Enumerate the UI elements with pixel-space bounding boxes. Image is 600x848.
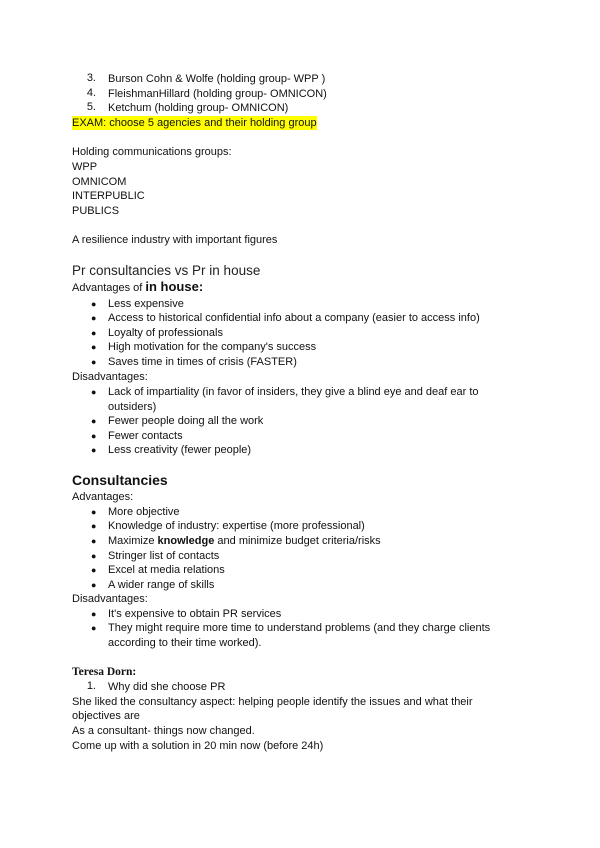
bullet-icon: ● [91,551,97,561]
inhouse-disadvantage-continued: outsiders) [108,401,157,413]
list-number: 5. [86,101,96,113]
advantages-prefix: Advantages of [72,282,146,294]
holding-group-item: WPP [72,161,98,173]
inhouse-advantage: Access to historical confidential info about a company (easier to access info) [108,312,480,324]
bullet-icon: ● [91,416,97,426]
list-item: Burson Cohn & Wolfe (holding group- WPP ) [108,73,326,85]
consultancy-advantage [108,534,381,548]
consultancy-advantage: A wider range of skills [108,579,215,591]
teresa-paragraph: She liked the consultancy aspect: helping people identify the issues and what their [72,696,473,708]
bullet-icon: ● [91,536,97,546]
bullet-icon: ● [91,328,97,338]
knowledge-bold: knowledge [157,535,215,547]
bullet-icon: ● [91,357,97,367]
bullet-icon: ● [91,445,97,455]
list-item: Why did she choose PR [108,681,226,693]
bullet-icon: ● [91,313,97,323]
inhouse-disadvantage: Fewer contacts [108,430,183,442]
bullet-icon: ● [91,342,97,352]
pr-heading: Pr consultancies vs Pr in house [72,263,261,278]
consultancies-heading: Consultancies [72,472,168,488]
bullet-icon: ● [91,299,97,309]
holding-group-item: PUBLICS [72,205,120,217]
inhouse-disadvantage: Less creativity (fewer people) [108,444,252,456]
inhouse-disadvantage: Fewer people doing all the work [108,415,264,427]
consultancy-advantage: Excel at media relations [108,564,225,576]
exam-note-highlight: EXAM: choose 5 agencies and their holding group [72,117,317,129]
resilience-text: A resilience industry with important figures [72,234,278,246]
holding-group-item: INTERPUBLIC [72,190,145,202]
bullet-icon: ● [91,387,97,397]
list-item: FleishmanHillard (holding group- OMNICON) [108,88,327,100]
bullet-icon: ● [91,609,97,619]
holding-group-item: OMNICOM [72,176,127,188]
bullet-icon: ● [91,431,97,441]
list-number: 4. [86,87,96,99]
bullet-icon: ● [91,507,97,517]
holding-groups-title: Holding communications groups: [72,146,232,158]
maximize-prefix: Maximize [108,535,158,547]
list-number: 3. [86,72,96,84]
maximize-suffix: and minimize budget criteria/risks [214,535,381,547]
bullet-icon: ● [91,580,97,590]
bullet-icon: ● [91,565,97,575]
inhouse-advantage: Saves time in times of crisis (FASTER) [108,356,297,368]
teresa-paragraph: objectives are [72,710,140,722]
bullet-icon: ● [91,521,97,531]
inhouse-disadvantages-label: Disadvantages: [72,371,148,383]
consultancy-advantage: Stringer list of contacts [108,550,220,562]
teresa-paragraph: Come up with a solution in 20 min now (before 24h) [72,740,324,752]
inhouse-disadvantage: Lack of impartiality (in favor of insiders, they give a blind eye and deaf ear to [108,386,479,398]
list-number: 1. [86,680,96,692]
consultancy-advantage: More objective [108,506,180,518]
consultancy-disadvantage: It's expensive to obtain PR services [108,608,282,620]
inhouse-advantage: Loyalty of professionals [108,327,223,339]
consultancies-advantages-label: Advantages: [72,491,134,503]
bullet-icon: ● [91,623,97,633]
consultancies-disadvantages-label: Disadvantages: [72,593,148,605]
inhouse-advantage: High motivation for the company's success [108,341,317,353]
in-house-bold: in house: [145,279,204,294]
consultancy-advantage: Knowledge of industry: expertise (more professional) [108,520,365,532]
teresa-paragraph: As a consultant- things now changed. [72,725,255,737]
inhouse-advantages-label [72,280,203,295]
consultancy-disadvantage-continued: according to their time worked). [108,637,262,649]
inhouse-advantage: Less expensive [108,298,184,310]
teresa-heading: Teresa Dorn: [72,666,137,678]
list-item: Ketchum (holding group- OMNICON) [108,102,289,114]
consultancy-disadvantage: They might require more time to understand problems (and they charge clients [108,622,491,634]
